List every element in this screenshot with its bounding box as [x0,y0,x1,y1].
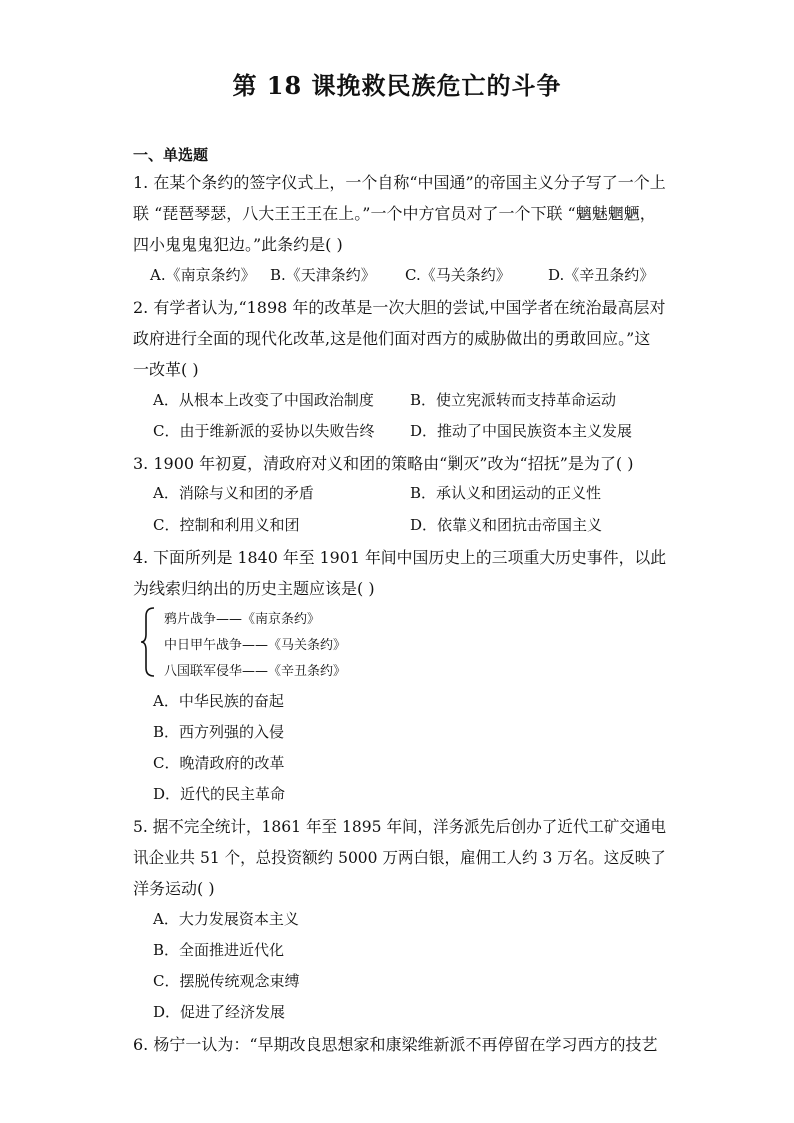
question-2-line-2: 政府进行全面的现代化改革,这是他们面对西方的威胁做出的勇敢回应。”这 [133,329,651,348]
question-3-line-1: 3. 1900 年初夏，清政府对义和团的策略由“剿灭”改为“招抚”是为了( ) [133,454,634,473]
question-1-line-3: 四小鬼鬼鬼犯边。”此条约是( ) [133,235,343,254]
event-item-1: 鸦片战争——《南京条约》 [164,612,321,627]
events-brace-list [140,606,440,678]
question-1-option-d: D.《辛丑条约》 [548,266,655,284]
question-6-line-1: 6. 杨宁一认为：“早期改良思想家和康梁维新派不再停留在学习西方的技艺 [133,1035,658,1054]
question-3-option-d: D．依靠义和团抗击帝国主义 [410,516,603,534]
question-5-line-1: 5. 据不完全统计，1861 年至 1895 年间，洋务派先后创办了近代工矿交通电 [133,817,667,836]
question-4-option-d: D．近代的民主革命 [153,785,286,803]
question-1-option-c: C.《马关条约》 [405,266,511,284]
question-1-line-2: 联 “琵琶琴瑟，八大王王王在上。”一个中方官员对了一个下联 “魑魅魍魉， [133,204,656,223]
question-4-line-2: 为线索归纳出的历史主题应该是( ) [133,579,375,598]
question-5-line-2: 讯企业共 51 个，总投资额约 5000 万两白银，雇佣工人约 3 万名。这反映了 [133,848,666,867]
question-3-option-c: C．控制和利用义和团 [153,516,300,534]
question-5-option-d: D．促进了经济发展 [153,1003,286,1021]
question-5-line-3: 洋务运动( ) [133,879,215,898]
question-1-line-1: 1. 在某个条约的签字仪式上，一个自称“中国通”的帝国主义分子写了一个上 [133,173,666,192]
question-2-option-c: C．由于维新派的妥协以失败告终 [153,422,375,440]
left-brace-icon [140,606,160,678]
question-2-option-b: B．使立宪派转而支持革命运动 [410,391,617,409]
question-2-line-3: 一改革( ) [133,360,199,379]
question-4-option-a: A．中华民族的奋起 [153,692,284,710]
question-4-option-b: B．西方列强的入侵 [153,723,285,741]
question-2-option-d: D．推动了中国民族资本主义发展 [410,422,633,440]
question-1-option-b: B.《天津条约》 [270,266,376,284]
question-3-option-a: A．消除与义和团的矛盾 [153,484,314,502]
question-5-option-c: C．摆脱传统观念束缚 [153,972,300,990]
question-4-line-1: 4. 下面所列是 1840 年至 1901 年间中国历史上的三项重大历史事件，以此 [133,548,667,567]
question-5-option-a: A．大力发展资本主义 [153,910,299,928]
page-title: 第 18 课挽救民族危亡的斗争 [232,71,562,100]
event-item-3: 八国联军侵华——《辛丑条约》 [164,664,347,679]
event-item-2: 中日甲午战争——《马关条约》 [164,638,347,653]
question-3-option-b: B．承认义和团运动的正义性 [410,484,602,502]
question-2-option-a: A．从根本上改变了中国政治制度 [153,391,374,409]
question-5-option-b: B．全面推进近代化 [153,941,285,959]
question-1-option-a: A.《南京条约》 [150,266,256,284]
question-2-line-1: 2. 有学者认为,“1898 年的改革是一次大胆的尝试,中国学者在统治最高层对 [133,298,666,317]
question-4-option-c: C．晚清政府的改革 [153,754,285,772]
section-heading: 一、单选题 [133,146,209,164]
